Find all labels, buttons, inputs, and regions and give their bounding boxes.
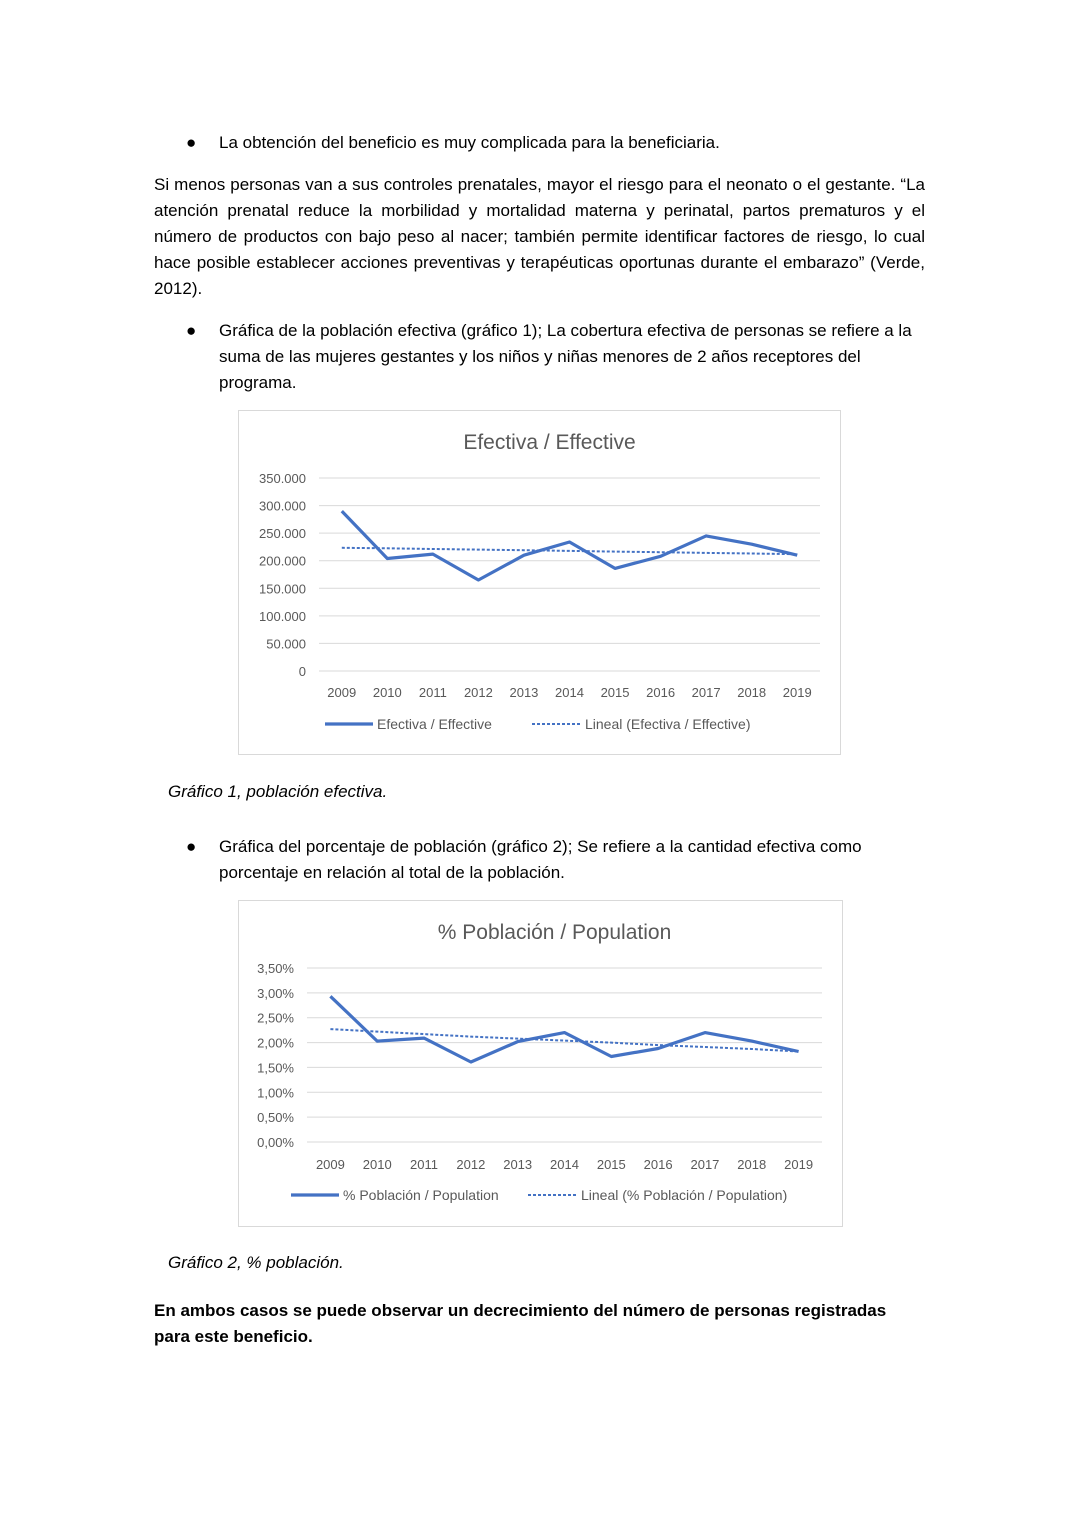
series-line <box>330 996 798 1062</box>
x-tick-label: 2013 <box>503 1157 533 1172</box>
x-tick-label: 2014 <box>555 685 584 700</box>
legend-label: Lineal (Efectiva / Effective) <box>585 716 751 732</box>
x-tick-label: 2018 <box>737 1157 767 1172</box>
trendline <box>342 548 797 554</box>
x-tick-label: 2009 <box>315 1157 345 1172</box>
y-tick-label: 3,50% <box>257 961 294 976</box>
bullet-text: Gráfica de la población efectiva (gráfico 1); La cobertura efectiva de personas se refiere a la suma de las mujeres gestantes y los niños y niñas menores de 2 años receptores del programa. <box>219 321 912 392</box>
conclusion-paragraph: En ambos casos se puede observar un decrecimiento del número de personas registradas para este beneficio. <box>154 1301 887 1346</box>
bullet-dot: ● <box>186 133 197 152</box>
x-tick-label: 2014 <box>550 1157 579 1172</box>
x-tick-label: 2011 <box>410 1157 439 1172</box>
x-tick-label: 2015 <box>600 685 630 700</box>
bullet-dot: ● <box>186 321 197 340</box>
series-line <box>342 511 797 580</box>
x-tick-label: 2019 <box>784 1157 814 1172</box>
x-tick-label: 2015 <box>596 1157 626 1172</box>
legend-label: Efectiva / Effective <box>377 716 492 732</box>
chart-efectiva-svg <box>239 411 840 754</box>
body-paragraph: Si menos personas van a sus controles prenatales, mayor el riesgo para el neonato o el gestante. “La atención prenatal reduce la morbilidad y mortalidad materna y perinatal, partos prematuros y el número de productos con bajo peso al nacer; también permite identificar factores de riesgo, lo cual hace posible establecer acciones preventivas y terapéuticas oportunas durante el embarazo” (Verde, 2012). <box>154 175 925 298</box>
y-tick-label: 0,00% <box>257 1135 294 1150</box>
chart-title: % Población / Population <box>437 921 672 944</box>
legend-label: % Población / Population <box>343 1187 499 1203</box>
x-tick-label: 2011 <box>418 685 447 700</box>
figure-caption: Gráfico 1, población efectiva. <box>168 782 388 801</box>
legend-label: Lineal (% Población / Population) <box>581 1187 788 1203</box>
x-tick-label: 2009 <box>327 685 357 700</box>
chart-poblacion-svg <box>239 901 842 1226</box>
y-tick-label: 2,50% <box>257 1010 294 1026</box>
x-tick-label: 2010 <box>362 1157 392 1172</box>
x-tick-label: 2016 <box>643 1157 673 1172</box>
y-tick-label: 1,50% <box>257 1060 294 1076</box>
chart-efectiva <box>238 410 841 755</box>
x-tick-label: 2017 <box>690 1157 720 1172</box>
x-tick-label: 2018 <box>737 685 767 700</box>
bullet-text: La obtención del beneficio es muy complicada para la beneficiaria. <box>219 133 720 152</box>
y-tick-label: 3,00% <box>257 985 294 1001</box>
y-tick-label: 200.000 <box>259 553 306 569</box>
x-tick-label: 2012 <box>456 1157 486 1172</box>
bullet-text: Gráfica del porcentaje de población (gráfico 2); Se refiere a la cantidad efectiva como porcentaje en relación al total de la población. <box>219 837 862 882</box>
y-tick-label: 50.000 <box>266 636 306 652</box>
x-tick-label: 2019 <box>782 685 812 700</box>
y-tick-label: 300.000 <box>259 498 306 514</box>
y-tick-label: 250.000 <box>259 526 306 542</box>
y-tick-label: 0,50% <box>257 1110 294 1126</box>
chart-poblacion <box>238 900 843 1227</box>
y-tick-label: 0 <box>298 664 306 679</box>
bullet-dot: ● <box>186 837 197 856</box>
y-tick-label: 1,00% <box>257 1085 294 1101</box>
x-tick-label: 2017 <box>691 685 721 700</box>
chart-title: Efectiva / Effective <box>463 431 636 454</box>
y-tick-label: 350.000 <box>259 471 306 486</box>
x-tick-label: 2016 <box>646 685 676 700</box>
x-tick-label: 2012 <box>463 685 493 700</box>
figure-caption: Gráfico 2, % población. <box>168 1253 344 1272</box>
x-tick-label: 2010 <box>372 685 402 700</box>
y-tick-label: 150.000 <box>259 581 306 597</box>
y-tick-label: 100.000 <box>259 608 306 624</box>
y-tick-label: 2,00% <box>257 1035 294 1051</box>
x-tick-label: 2013 <box>509 685 539 700</box>
